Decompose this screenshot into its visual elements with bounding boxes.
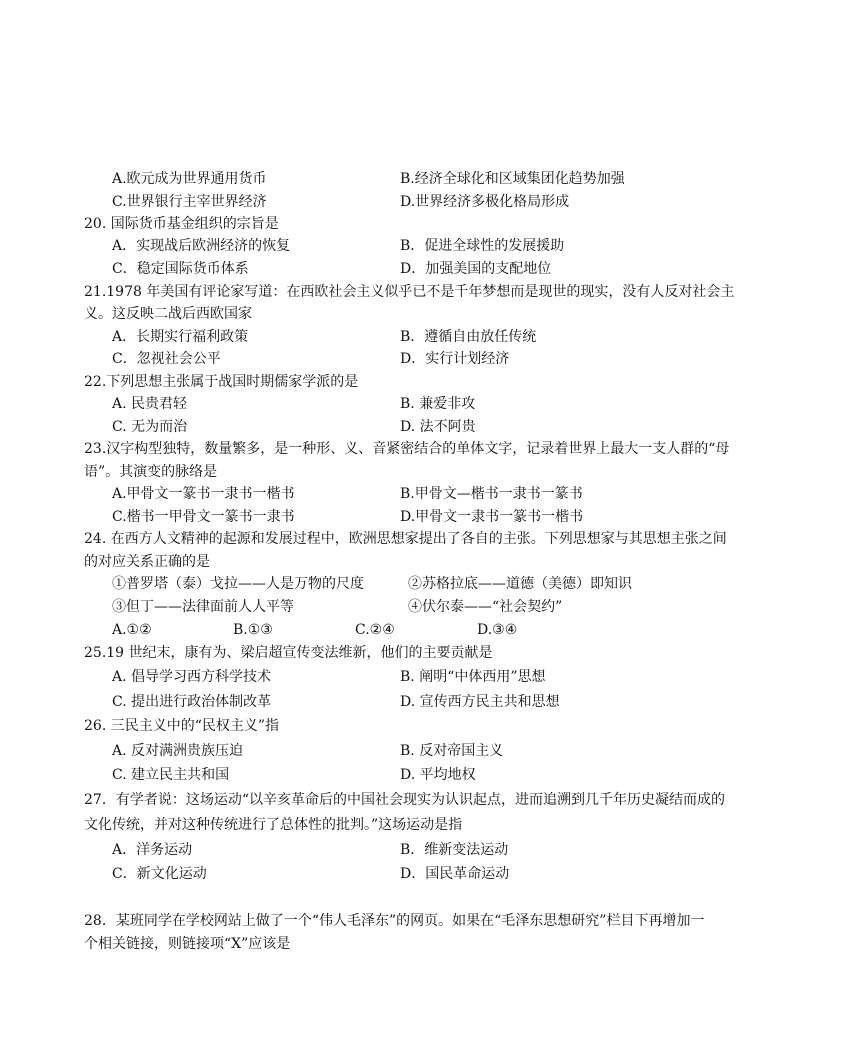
q27-option-c: C．新文化运动: [112, 866, 207, 882]
q20-option-c: C．稳定国际货币体系: [112, 261, 249, 277]
q24-stem-line2: 的对应关系正确的是: [84, 554, 210, 570]
q19-option-c: C.世界银行主宰世界经济: [112, 194, 267, 210]
q23-option-b: B.甲骨文—楷书一隶书一篆书: [400, 486, 583, 502]
q22-option-d: D. 法不阿贵: [400, 419, 476, 435]
q21-option-b: B．遵循自由放任传统: [400, 329, 537, 345]
q24-statement-3: ③但丁——法律面前人人平等: [112, 599, 294, 615]
q21-stem-line2: 义。这反映二战后西欧国家: [84, 306, 252, 322]
q28-stem-line1: 28．某班同学在学校网站上做了一个“伟人毛泽东”的网页。如果在“毛泽东思想研究”栏目下再增加一: [84, 913, 705, 929]
q23-option-a: A.甲骨文一篆书一隶书一楷书: [112, 486, 295, 502]
q27-option-b: B．维新变法运动: [400, 842, 509, 858]
q24-statement-2: ②苏格拉底——道德（美德）即知识: [408, 576, 632, 592]
q20-stem: 20. 国际货币基金组织的宗旨是: [84, 216, 279, 232]
q27-option-d: D．国民革命运动: [400, 866, 510, 882]
q25-option-d: D. 宣传西方民主共和思想: [400, 694, 560, 710]
q24-statement-1: ①普罗塔（泰）戈拉——人是万物的尺度: [112, 576, 364, 592]
q21-option-d: D．实行计划经济: [400, 351, 510, 367]
q19-option-d: D.世界经济多极化格局形成: [400, 194, 570, 210]
q27-option-a: A．洋务运动: [112, 842, 193, 858]
q27-stem-line1: 27．有学者说：这场运动“以辛亥革命后的中国社会现实为认识起点，进而追溯到几千年历史凝结而成的: [84, 792, 725, 808]
q26-option-d: D. 平均地权: [400, 767, 476, 783]
q23-option-c: C.楷书一甲骨文一篆书一隶书: [112, 509, 295, 525]
q24-statement-4: ④伏尔泰——“社会契约”: [408, 599, 563, 615]
q24-stem-line1: 24. 在西方人文精神的起源和发展过程中，欧洲思想家提出了各自的主张。下列思想家与其思想主张之间: [84, 531, 727, 547]
q20-option-d: D．加强美国的支配地位: [400, 261, 552, 277]
q22-stem: 22.下列思想主张属于战国时期儒家学派的是: [84, 374, 359, 390]
q25-option-b: B. 阐明“中体西用”思想: [400, 669, 546, 685]
q22-option-c: C. 无为而治: [112, 419, 188, 435]
q21-option-c: C．忽视社会公平: [112, 351, 221, 367]
q22-option-b: B. 兼爱非攻: [400, 396, 476, 412]
q22-option-a: A. 民贵君轻: [112, 396, 188, 412]
q25-stem: 25.19 世纪末，康有为、梁启超宣传变法维新，他们的主要贡献是: [84, 645, 493, 661]
q28-stem-line2: 个相关链接，则链接项“X”应该是: [84, 936, 291, 952]
q20-option-a: A．实现战后欧洲经济的恢复: [112, 238, 291, 254]
q19-option-b: B.经济全球化和区域集团化趋势加强: [400, 171, 625, 187]
q20-option-b: B．促进全球性的发展援助: [400, 238, 565, 254]
q24-option-c: C.②④: [355, 622, 395, 638]
q25-option-a: A. 倡导学习西方科学技术: [112, 669, 272, 685]
q23-option-d: D.甲骨文一隶书一篆书一楷书: [400, 509, 584, 525]
q26-option-c: C. 建立民主共和国: [112, 767, 230, 783]
q21-stem-line1: 21.1978 年美国有评论家写道：在西欧社会主义似乎已不是千年梦想而是现世的现实，没有人反对社会主: [84, 284, 735, 300]
q26-option-a: A. 反对满洲贵族压迫: [112, 743, 244, 759]
q23-stem-line1: 23.汉字构型独特，数量繁多，是一种形、义、音紧密结合的单体文字，记录着世界上最大一支人群的“母: [84, 441, 730, 457]
q26-option-b: B. 反对帝国主义: [400, 743, 504, 759]
q24-option-a: A.①②: [112, 622, 152, 638]
q19-option-a: A.欧元成为世界通用货币: [112, 171, 267, 187]
q21-option-a: A．长期实行福利政策: [112, 329, 249, 345]
q27-stem-line2: 文化传统，并对这种传统进行了总体性的批判。”这场运动是指: [84, 817, 463, 833]
q23-stem-line2: 语”。其演变的脉络是: [84, 464, 218, 480]
q24-option-d: D.③④: [477, 622, 518, 638]
q24-option-b: B.①③: [233, 622, 273, 638]
q25-option-c: C. 提出进行政治体制改革: [112, 694, 272, 710]
q26-stem: 26. 三民主义中的“民权主义”指: [84, 718, 280, 734]
